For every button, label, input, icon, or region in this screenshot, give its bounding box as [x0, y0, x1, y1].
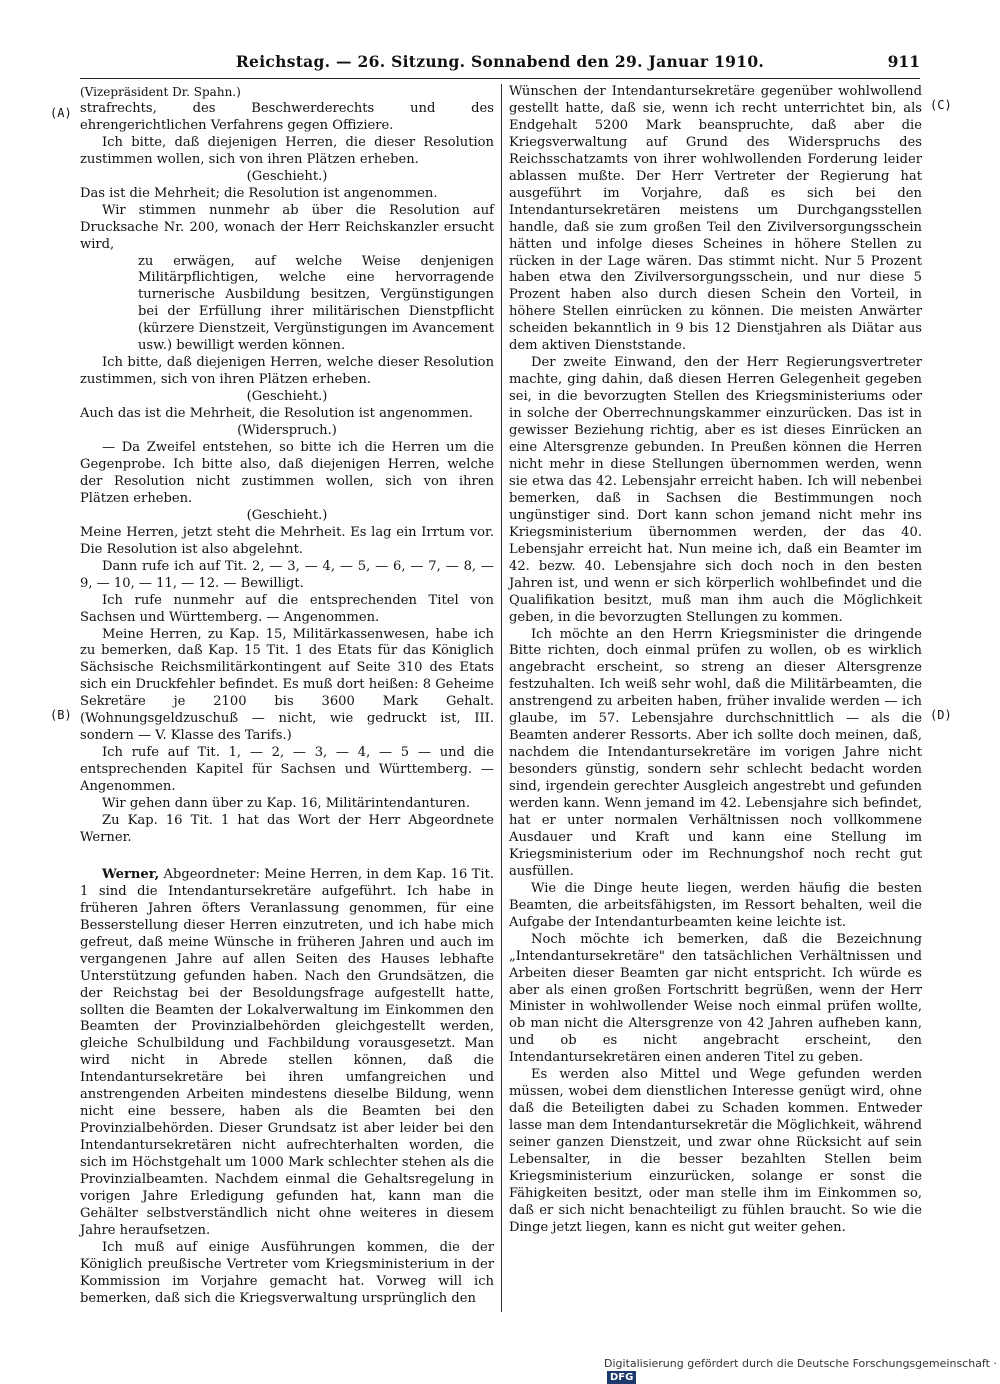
paragraph: Wie die Dinge heute liegen, werden häufig die besten Beamten, die arbeitsfähigsten, im Ressort behalten, weil die Aufgabe der Intendanturbeamten keine leichte ist.: [509, 880, 922, 930]
speech-paragraph: [80, 867, 494, 1240]
header-title: Reichstag. — 26. Sitzung. Sonnabend den 29. Januar 1910.: [235, 52, 765, 71]
speaker-name: Werner,: [102, 866, 160, 882]
stage-direction: (Geschieht.): [246, 168, 328, 184]
paragraph: Ich möchte an den Herrn Kriegsminister die dringende Bitte richten, doch einmal prüfen zu wollen, ob es wirklich angebracht erscheint, so streng an dieser Altersgrenze festzuhalten. Ich weiß sehr wohl, daß die Militärbeamten, die anstrengend zu arbeiten haben, früher invalide werden — ich glaube, im 57. Lebensjahre durchschnittlich — als die Beamten anderer Ressorts. Aber ich sollte doch meinen, daß, nachdem die Intendantursekretäre im vorigen Jahre nicht besonders günstig, sondern sehr schlecht bedacht worden sind, irgendein gerechter Ausgleich angestrebt und gefunden werden kann. Wenn jemand im 42. Lebensjahre sich befindet, hat er unter normalen Verhältnissen noch vollkommene Ausdauer und Kraft und kann eine Stellung im Kriegsministerium oder im Rechnungshof noch recht gut ausfüllen.: [509, 626, 922, 879]
column-divider: [501, 84, 502, 1312]
stage-direction: (Widerspruch.): [237, 423, 337, 439]
speaker-note: (Vizepräsident Dr. Spahn.): [80, 85, 241, 99]
dfg-logo: DFG: [607, 1371, 636, 1384]
footer: [604, 1357, 1000, 1384]
margin-mark-c: (C): [930, 98, 952, 112]
paragraph: Ich rufe auf Tit. 1, — 2, — 3, — 4, — 5 — und die entsprechenden Kapitel für Sachsen und Württemberg. — Angenommen.: [80, 745, 494, 795]
paragraph: Meine Herren, zu Kap. 15, Militärkassenwesen, habe ich zu bemerken, daß Kap. 15 Tit. 1 des Etats für das Königlich Sächsische Reichsmilitärkontingent auf Seite 310 des Etats sich ein Druckfehler befindet. Es muß dort heißen: 8 Geheime Sekretäre je 2100 bis 3600 Mark Gehalt. (Wohnungsgeldzuschuß — nicht, wie gedruckt ist, III. sondern — V. Klasse des Tarifs.): [80, 626, 494, 744]
paragraph: Dann rufe ich auf Tit. 2, — 3, — 4, — 5, — 6, — 7, — 8, — 9, — 10, — 11, — 12. — Bewilligt.: [80, 558, 494, 591]
footer-text: Digitalisierung gefördert durch die Deutsche Forschungsgemeinschaft ·: [604, 1357, 997, 1370]
page-header: [80, 52, 920, 79]
right-column: [509, 84, 922, 1237]
paragraph: Meine Herren, jetzt steht die Mehrheit. Es lag ein Irrtum vor. Die Resolution ist also abgelehnt.: [80, 524, 494, 557]
page-number: 911: [887, 52, 920, 71]
paragraph: Ich rufe nunmehr auf die entsprechenden Titel von Sachsen und Württemberg. — Angenommen.: [80, 592, 494, 625]
stage-direction: (Geschieht.): [246, 389, 328, 405]
paragraph: Das ist die Mehrheit; die Resolution ist angenommen.: [80, 185, 438, 201]
resolution-quote: zu erwägen, auf welche Weise denjenigen Militärpflichtigen, welche eine hervorragende turnerische Ausbildung besitzen, Vergünstigungen bei der Erfüllung ihrer militärischen Dienstpflicht (kürzere Dienstzeit, Vergünstigungen im Avancement usw.) bewilligt werden können.: [138, 253, 494, 354]
paragraph: Zu Kap. 16 Tit. 1 hat das Wort der Herr Abgeordnete Werner.: [80, 812, 494, 845]
paragraph: Noch möchte ich bemerken, daß die Bezeichnung „Intendantursekretäre" den tatsächlichen Verhältnissen und Arbeiten dieser Beamten gar nicht entspricht. Ich würde es aber als einen großen Fortschritt begrüßen, wenn der Herr Minister in wohlwollender Weise noch einmal prüfen wollte, ob man nicht die Altersgrenze von 42 Jahren aufheben kann, und ob es nicht angebracht erscheint, den Intendantursekretären einen anderen Titel zu geben.: [509, 931, 922, 1066]
paragraph: Wir gehen dann über zu Kap. 16, Militärintendanturen.: [102, 796, 470, 812]
paragraph: Der zweite Einwand, den der Herr Regierungsvertreter machte, ging dahin, daß diesen Herren Gelegenheit gegeben sei, in die bevorzugten Stellen des Kriegsministeriums oder in solche der Oberrechnungskammer einzurücken. Das ist in gewisser Beziehung richtig, aber es ist dieses Einrücken an eine Altersgrenze gebunden. In Preußen können die Herren nicht mehr in diese Stellungen übernommen werden, wenn sie etwa das 42. Lebensjahr erreicht haben. Ich will nebenbei bemerken, daß in Sachsen die Bestimmungen noch ungünstiger sind. Dort kann schon jemand nicht mehr ins Kriegsministerium übernommen werden, der das 40. Lebensjahr erreicht hat. Nun meine ich, daß ein Beamter im 42. bezw. 40. Lebensjahre sich doch noch in den besten Jahren ist, und wenn er sich körperlich wohlbefindet und die Qualifikation besitzt, muß man ihm auch die Möglichkeit geben, in die bevorzugten Stellungen zu kommen.: [509, 355, 922, 625]
paragraph: Ich bitte, daß diejenigen Herren, die dieser Resolution zustimmen wollen, sich von ihren Plätzen erheben.: [80, 134, 494, 167]
paragraph: strafrechts, des Beschwerderechts und des ehrengerichtlichen Verfahrens gegen Offiziere.: [80, 100, 494, 133]
margin-mark-d: (D): [930, 708, 952, 722]
left-column: [80, 84, 494, 1308]
margin-mark-b: (B): [50, 708, 72, 722]
paragraph: — Da Zweifel entstehen, so bitte ich die Herren um die Gegenprobe. Ich bitte also, daß diejenigen Herren, welche der Resolution nicht zustimmen wollen, sich von ihren Plätzen erheben.: [80, 440, 494, 506]
stage-direction: (Geschieht.): [246, 507, 328, 523]
paragraph: Ich bitte, daß diejenigen Herren, welche dieser Resolution zustimmen, sich von ihren Plätzen erheben.: [80, 355, 494, 388]
paragraph: Wünschen der Intendantursekretäre gegenüber wohlwollend gestellt hatte, daß sie, wenn ich recht unterrichtet bin, als Endgehalt 5200 Mark beanspruchte, daß aber die Kriegsverwaltung auf Grund des Widerspruchs des Reichsschatzamts von ihrer wohlwollenden Forderung leider ablassen mußte. Der Herr Vertreter der Regierung hat ausgeführt im Vorjahre, daß es sich bei den Intendantursekretären meistens um Durchgangsstellen handle, daß sie zum großen Teil den Zivilversorgungsschein hätten und infolge dieses Scheines in höhere Stellen zu rücken in der Lage wären. Das stimmt nicht. Nur 5 Prozent haben etwa den Zivilversorgungsschein, und nur diese 5 Prozent haben also durch diesen Schein den Vorteil, in höhere Stellen einrücken zu können. Die meisten Anwärter scheiden bekanntlich in 9 bis 12 Dienstjahren als Diätar aus dem aktiven Dienststande.: [509, 84, 922, 354]
paragraph: Ich muß auf einige Ausführungen kommen, die der Königlich preußische Vertreter vom Kriegsministerium in der Kommission im Vorjahre gemacht hat. Vorweg will ich bemerken, daß sich die Kriegsverwaltung ursprünglich den: [80, 1239, 494, 1306]
paragraph: Es werden also Mittel und Wege gefunden werden müssen, wobei dem dienstlichen Interesse genügt wird, ohne daß die Beteiligten dabei zu Schaden kommen. Entweder lasse man dem Intendantursekretär die Möglichkeit, während seiner ganzen Dienstzeit, und zwar ohne Rücksicht auf sein Lebensalter, in die besser bezahlten Stellen beim Kriegsministerium einzurücken, solange er sonst die Fähigkeiten besitzt, oder man stelle ihm im Einkommen so, daß er sich nicht benachteiligt zu fühlen braucht. So wie die Dinge jetzt liegen, kann es nicht gut weiter gehen.: [509, 1067, 922, 1235]
paragraph: Auch das ist die Mehrheit, die Resolution ist angenommen.: [80, 406, 473, 422]
margin-mark-a: (A): [50, 106, 72, 120]
paragraph: Wir stimmen nunmehr ab über die Resolution auf Drucksache Nr. 200, wonach der Herr Reichskanzler ersucht wird,: [80, 202, 494, 252]
speech-text: Abgeordneter: Meine Herren, in dem Kap. 16 Tit. 1 sind die Intendantursekretäre aufgeführt. Ich habe in früheren Jahren öfters Veranlassung genommen, für eine Besserstellung dieser Herren einzutreten, und ich habe mich gefreut, daß meine Wünsche in früheren Jahren und auch im vergangenen Jahre auf allen Seiten des Hauses lebhafte Unterstützung gefunden haben. Nach den Grundsätzen, die der Reichstag bei der Besoldungsfrage aufgestellt hatte, sollten die Beamten der Lokalverwaltung im Einkommen den Beamten der Provinzialbehörden gleichgestellt werden, gleiche Schulbildung und Fachbildung vorausgesetzt. Man wird nicht in Abrede stellen können, daß die Intendantursekretäre bei ihren umfangreichen und anstrengenden Arbeiten mindestens dieselbe Bildung, wenn nicht eine bessere, haben als die Beamten bei den Provinzialbehörden. Dieser Grundsatz ist aber leider bei den Intendantursekretären nicht aufrechterhalten worden, die sich im Höchstgehalt um 1000 Mark schlechter stehen als die Provinzialbeamten. Nachdem einmal die Gehaltsregelung in vorigen Jahre Erledigung gefunden hat, kann man die Gehälter selbstverständlich nicht ohne weiteres in diesem Jahre heraufsetzen.: [80, 866, 494, 1238]
